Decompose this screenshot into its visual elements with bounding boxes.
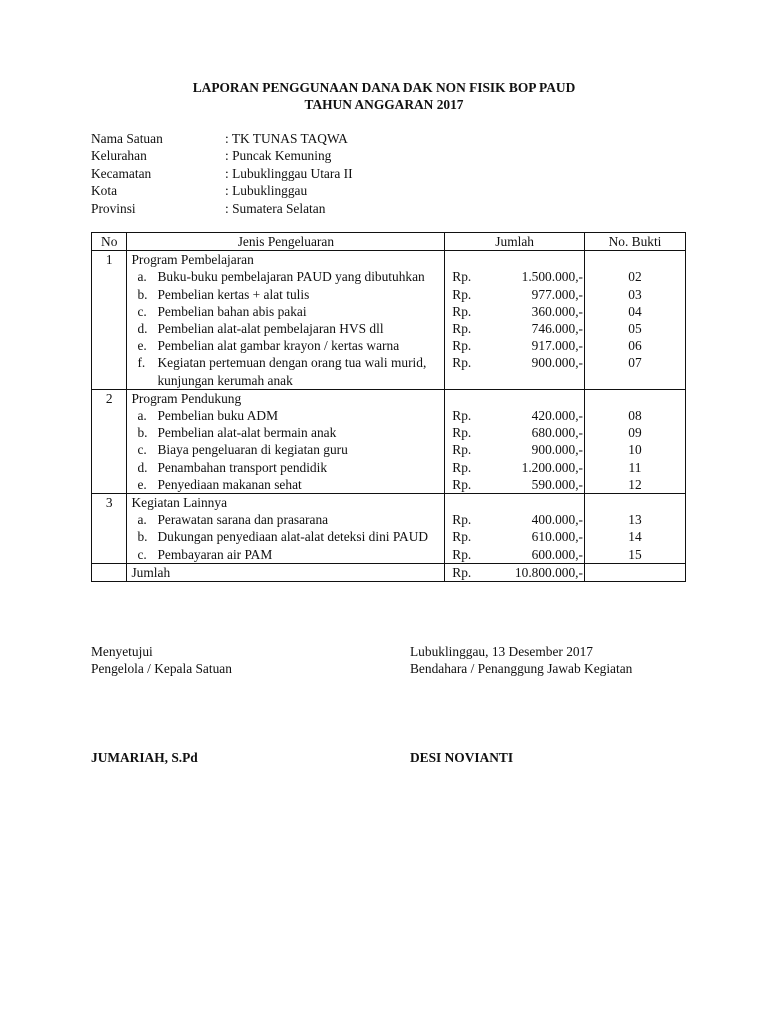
expense-cell	[127, 441, 445, 458]
expense-cell	[127, 268, 445, 285]
table-row	[92, 511, 686, 528]
approval-block	[91, 643, 232, 678]
total-no-cell	[92, 563, 127, 581]
table-row	[92, 424, 686, 441]
group-name: Kegiatan Lainnya	[127, 494, 445, 512]
item-letter: b.	[137, 529, 148, 545]
item-amount: 917.000,-	[531, 338, 583, 354]
table-row	[92, 546, 686, 564]
group-header-row	[92, 389, 686, 407]
item-description: Kegiatan pertemuan dengan orang tua wali murid, kunjungan kerumah anak	[157, 355, 427, 388]
expense-cell	[127, 337, 445, 354]
table-row	[92, 286, 686, 303]
table-row	[92, 303, 686, 320]
info-row-kota	[91, 182, 353, 199]
item-currency: Rp.	[445, 407, 486, 424]
item-amount: 680.000,-	[531, 425, 583, 441]
item-amount: 600.000,-	[531, 546, 583, 562]
empty-cell	[445, 389, 486, 407]
item-currency: Rp.	[445, 320, 486, 337]
item-description: Penambahan transport pendidik	[157, 459, 328, 475]
item-bukti: 07	[585, 354, 686, 389]
approver-role: Pengelola / Kepala Satuan	[91, 661, 232, 677]
row-no-cell	[92, 476, 127, 494]
expense-item	[127, 407, 444, 424]
item-letter: a.	[137, 408, 147, 424]
expense-table	[91, 232, 686, 582]
item-description: Pembelian bahan abis pakai	[157, 303, 307, 319]
expense-cell	[127, 476, 445, 494]
empty-cell	[585, 389, 686, 407]
group-name: Program Pendukung	[127, 389, 445, 407]
group-number: 1	[92, 251, 127, 269]
item-bukti: 13	[585, 511, 686, 528]
expense-cell	[127, 286, 445, 303]
table-row	[92, 407, 686, 424]
item-currency: Rp.	[445, 528, 486, 545]
expense-cell	[127, 546, 445, 564]
expense-cell	[127, 407, 445, 424]
item-bukti: 05	[585, 320, 686, 337]
group-header-row	[92, 251, 686, 269]
empty-cell	[445, 494, 486, 512]
info-value: : Lubuklinggau	[225, 183, 308, 199]
header-jumlah: Jumlah	[445, 233, 585, 251]
row-no-cell	[92, 511, 127, 528]
info-label: Kelurahan	[91, 148, 147, 164]
row-no-cell	[92, 424, 127, 441]
group-number: 3	[92, 494, 127, 512]
item-bukti: 08	[585, 407, 686, 424]
expense-item	[127, 354, 444, 388]
item-amount: 1.200.000,-	[521, 459, 583, 475]
table-row	[92, 459, 686, 476]
empty-cell	[486, 251, 585, 269]
approver-name: JUMARIAH, S.Pd	[91, 750, 198, 765]
expense-cell	[127, 511, 445, 528]
table-row	[92, 528, 686, 545]
item-description: Pembelian alat gambar krayon / kertas warna	[157, 338, 400, 354]
expense-item	[127, 303, 444, 320]
item-description: Pembelian alat-alat pembelajaran HVS dll	[157, 321, 384, 337]
info-label: Kecamatan	[91, 165, 152, 181]
item-description: Pembayaran air PAM	[157, 546, 273, 562]
info-label: Kota	[91, 183, 118, 199]
table-row	[92, 320, 686, 337]
item-bukti: 10	[585, 441, 686, 458]
item-bukti: 03	[585, 286, 686, 303]
item-currency: Rp.	[445, 337, 486, 354]
item-letter: c.	[137, 442, 147, 458]
info-value: : Lubuklinggau Utara II	[225, 165, 353, 181]
item-amount: 610.000,-	[531, 529, 583, 545]
item-currency: Rp.	[445, 424, 486, 441]
treasurer-role: Bendahara / Penanggung Jawab Kegiatan	[410, 661, 633, 677]
expense-item	[127, 459, 444, 476]
item-letter: c.	[137, 303, 147, 319]
info-label: Provinsi	[91, 200, 136, 216]
item-letter: b.	[137, 286, 148, 302]
item-currency: Rp.	[445, 459, 486, 476]
item-bukti: 12	[585, 476, 686, 494]
institution-info	[91, 130, 353, 217]
expense-cell	[127, 459, 445, 476]
item-letter: d.	[137, 459, 148, 475]
item-letter: c.	[137, 546, 147, 562]
item-description: Pembelian buku ADM	[157, 408, 278, 424]
table-row	[92, 476, 686, 494]
treasurer-name: DESI NOVIANTI	[410, 750, 514, 765]
total-label: Jumlah	[127, 563, 445, 581]
info-value: : Sumatera Selatan	[225, 200, 326, 216]
item-description: Pembelian kertas + alat tulis	[157, 286, 310, 302]
item-amount: 977.000,-	[531, 286, 583, 302]
header-bukti: No. Bukti	[585, 233, 686, 251]
report-title: LAPORAN PENGGUNAAN DANA DAK NON FISIK BOP PAUD	[192, 80, 576, 95]
expense-cell	[127, 354, 445, 389]
item-currency: Rp.	[445, 286, 486, 303]
expense-item	[127, 546, 444, 563]
item-description: Dukungan penyediaan alat-alat deteksi dini PAUD	[157, 529, 429, 545]
item-bukti: 14	[585, 528, 686, 545]
item-bukti: 02	[585, 268, 686, 285]
item-bukti: 06	[585, 337, 686, 354]
group-number: 2	[92, 389, 127, 407]
item-amount: 1.500.000,-	[521, 269, 583, 285]
item-bukti: 09	[585, 424, 686, 441]
item-letter: a.	[137, 512, 147, 528]
report-subtitle: TAHUN ANGGARAN 2017	[304, 97, 464, 112]
info-row-nama-satuan	[91, 130, 353, 147]
item-bukti: 11	[585, 459, 686, 476]
expense-item	[127, 441, 444, 458]
item-letter: e.	[137, 476, 147, 492]
item-bukti: 04	[585, 303, 686, 320]
item-letter: d.	[137, 321, 148, 337]
header-jenis: Jenis Pengeluaran	[127, 233, 445, 251]
row-no-cell	[92, 459, 127, 476]
item-amount: 400.000,-	[531, 512, 583, 528]
header-no: No	[92, 233, 127, 251]
table-row	[92, 354, 686, 389]
item-currency: Rp.	[445, 354, 486, 389]
expense-cell	[127, 528, 445, 545]
item-currency: Rp.	[445, 546, 486, 564]
info-label: Nama Satuan	[91, 131, 163, 146]
table-row	[92, 337, 686, 354]
row-no-cell	[92, 286, 127, 303]
expense-item	[127, 424, 444, 441]
row-no-cell	[92, 354, 127, 389]
item-amount: 746.000,-	[531, 321, 583, 337]
item-currency: Rp.	[445, 441, 486, 458]
total-bukti-cell	[585, 563, 686, 581]
item-currency: Rp.	[445, 303, 486, 320]
treasurer-block	[410, 643, 632, 678]
row-no-cell	[92, 546, 127, 564]
item-description: Penyediaan makanan sehat	[157, 476, 302, 492]
info-value: : Puncak Kemuning	[225, 148, 332, 164]
item-letter: b.	[137, 425, 148, 441]
expense-item	[127, 337, 444, 354]
item-description: Buku-buku pembelajaran PAUD yang dibutuhkan	[157, 269, 425, 285]
table-header-row	[92, 233, 686, 251]
expense-item	[127, 476, 444, 493]
info-row-kelurahan	[91, 147, 353, 164]
item-description: Pembelian alat-alat bermain anak	[157, 425, 337, 441]
total-row	[92, 563, 686, 581]
empty-cell	[445, 251, 486, 269]
item-amount: 360.000,-	[531, 303, 583, 319]
empty-cell	[486, 494, 585, 512]
total-currency: Rp.	[445, 563, 486, 581]
expense-item	[127, 320, 444, 337]
item-currency: Rp.	[445, 511, 486, 528]
approval-label: Menyetujui	[91, 644, 153, 659]
total-amount: 10.800.000,-	[486, 563, 585, 581]
row-no-cell	[92, 407, 127, 424]
item-description: Perawatan sarana dan prasarana	[157, 512, 329, 528]
row-no-cell	[92, 337, 127, 354]
expense-cell	[127, 320, 445, 337]
row-no-cell	[92, 441, 127, 458]
group-name: Program Pembelajaran	[127, 251, 445, 269]
empty-cell	[585, 494, 686, 512]
item-letter: a.	[137, 269, 147, 285]
item-amount: 420.000,-	[531, 408, 583, 424]
empty-cell	[486, 389, 585, 407]
item-amount: 900.000,-	[531, 355, 583, 371]
info-row-provinsi	[91, 200, 353, 217]
item-letter: f.	[137, 355, 146, 371]
item-amount: 900.000,-	[531, 442, 583, 458]
info-value: : TK TUNAS TAQWA	[225, 131, 348, 146]
info-row-kecamatan	[91, 165, 353, 182]
item-bukti: 15	[585, 546, 686, 564]
place-date: Lubuklinggau, 13 Desember 2017	[410, 644, 593, 659]
item-letter: e.	[137, 338, 147, 354]
expense-item	[127, 268, 444, 285]
table-body	[92, 251, 686, 564]
row-no-cell	[92, 268, 127, 285]
item-description: Biaya pengeluaran di kegiatan guru	[157, 442, 348, 458]
item-amount: 590.000,-	[531, 476, 583, 492]
expense-item	[127, 286, 444, 303]
item-currency: Rp.	[445, 476, 486, 494]
group-header-row	[92, 494, 686, 512]
expense-cell	[127, 424, 445, 441]
empty-cell	[585, 251, 686, 269]
expense-item	[127, 528, 444, 545]
row-no-cell	[92, 303, 127, 320]
row-no-cell	[92, 320, 127, 337]
row-no-cell	[92, 528, 127, 545]
table-row	[92, 268, 686, 285]
item-currency: Rp.	[445, 268, 486, 285]
expense-cell	[127, 303, 445, 320]
expense-item	[127, 511, 444, 528]
table-row	[92, 441, 686, 458]
